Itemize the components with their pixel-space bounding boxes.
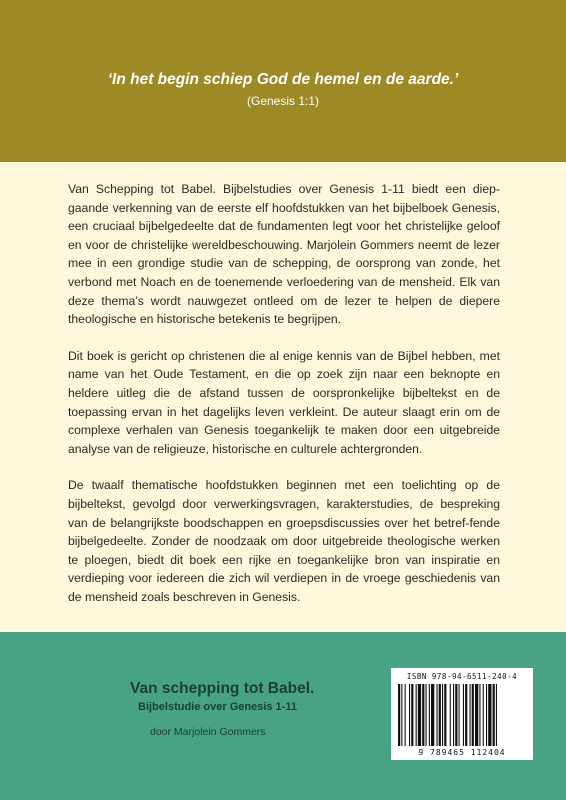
- barcode-bar: [422, 684, 424, 746]
- barcode-bars: [398, 684, 526, 746]
- barcode-bar: [429, 684, 430, 746]
- blurb-paragraph: Dit boek is gericht op christenen die al enige kennis van de Bijbel hebben, met name van het Oude Testament, en die op zoek zijn naar een beknopte en heldere uitleg die de afstand tussen de oorspronkelijke bijbeltekst en de toepassing ervan in het dagelijks leven verkleint. De auteur slaagt erin om de complexe verhalen van Genesis toegankelijk te maken door een uitgebreide analyse van de religieuze, historische en culturele achtergronden.: [68, 348, 500, 456]
- barcode-bar: [398, 684, 400, 746]
- blurb: [68, 180, 500, 624]
- barcode-bar: [493, 684, 495, 746]
- barcode-bar: [472, 684, 474, 746]
- barcode-bar: [463, 684, 464, 746]
- barcode-bar: [470, 684, 471, 746]
- barcode-bar: [450, 684, 451, 746]
- barcode-bar: [475, 684, 478, 746]
- barcode-bar: [401, 684, 402, 746]
- barcode-bar: [431, 684, 434, 746]
- blurb-paragraph: De twaalf thematische hoofdstukken beginnen met een toelichting op de bijbeltekst, gevolgd door verwerkingsvragen, karakterstudies, de bespreking van de belangrijkste boodschappen en groepsdiscussies over het betref-fende bijbelgedeelte. Zonder de noodzaak om door uitgebreide theologische werken te ploegen, biedt dit boek een rijke en toegankelijke bron van inspiratie en verdieping voor iedereen die zich wil verdiepen in de vroege geschiedenis van de mensheid zoals beschreven in Genesis.: [68, 478, 500, 604]
- barcode-bar: [496, 684, 497, 746]
- barcode-bar: [459, 684, 460, 746]
- barcode-bar: [483, 684, 484, 746]
- barcode-bar: [486, 684, 487, 746]
- bible-quote: ‘In het begin schiep God de hemel en de aarde.’: [107, 71, 459, 88]
- book-author: door Marjolein Gommers: [150, 726, 266, 738]
- barcode-bar: [479, 684, 480, 746]
- barcode-bar: [437, 684, 438, 746]
- barcode: [391, 668, 533, 760]
- barcode-bar: [488, 684, 491, 746]
- barcode-bar: [411, 684, 413, 746]
- quote-reference: (Genesis 1:1): [246, 94, 320, 108]
- barcode-bar: [455, 684, 457, 746]
- barcode-bar: [418, 684, 421, 746]
- barcode-bar: [453, 684, 454, 746]
- barcode-bar: [465, 684, 467, 746]
- book-subtitle: Bijbelstudie over Genesis 1-11: [138, 701, 297, 713]
- isbn-label: ISBN 978-94-6511-240-4: [406, 672, 518, 681]
- barcode-bar: [444, 684, 446, 746]
- book-title: Van schepping tot Babel.: [130, 680, 315, 697]
- barcode-bar: [426, 684, 427, 746]
- barcode-bar: [416, 684, 417, 746]
- barcode-bar: [439, 684, 441, 746]
- barcode-bar: [409, 684, 410, 746]
- barcode-bar: [442, 684, 443, 746]
- blurb-paragraph: Van Schepping tot Babel. Bijbelstudies over Genesis 1-11 biedt een diep-gaande verkenning van de eerste elf hoofdstukken van het bijbelboek Genesis, een cruciaal bijbelgedeelte dat de fundamenten legt voor het christelijke geloof en voor de christelijke wereldbeschouwing. Marjolein Gommers neemt de lezer mee in een grondige studie van de schepping, de oorsprong van zonde, het verbond met Noach en de toenemende verloedering van de mensheid. Elk van deze thema’s wordt nauwgezet ontleed om de lezer te helpen de diepere theologische en historische betekenis te begrijpen.: [68, 182, 500, 327]
- barcode-digits: 9 789465 112404: [418, 748, 506, 757]
- barcode-bar: [405, 684, 406, 746]
